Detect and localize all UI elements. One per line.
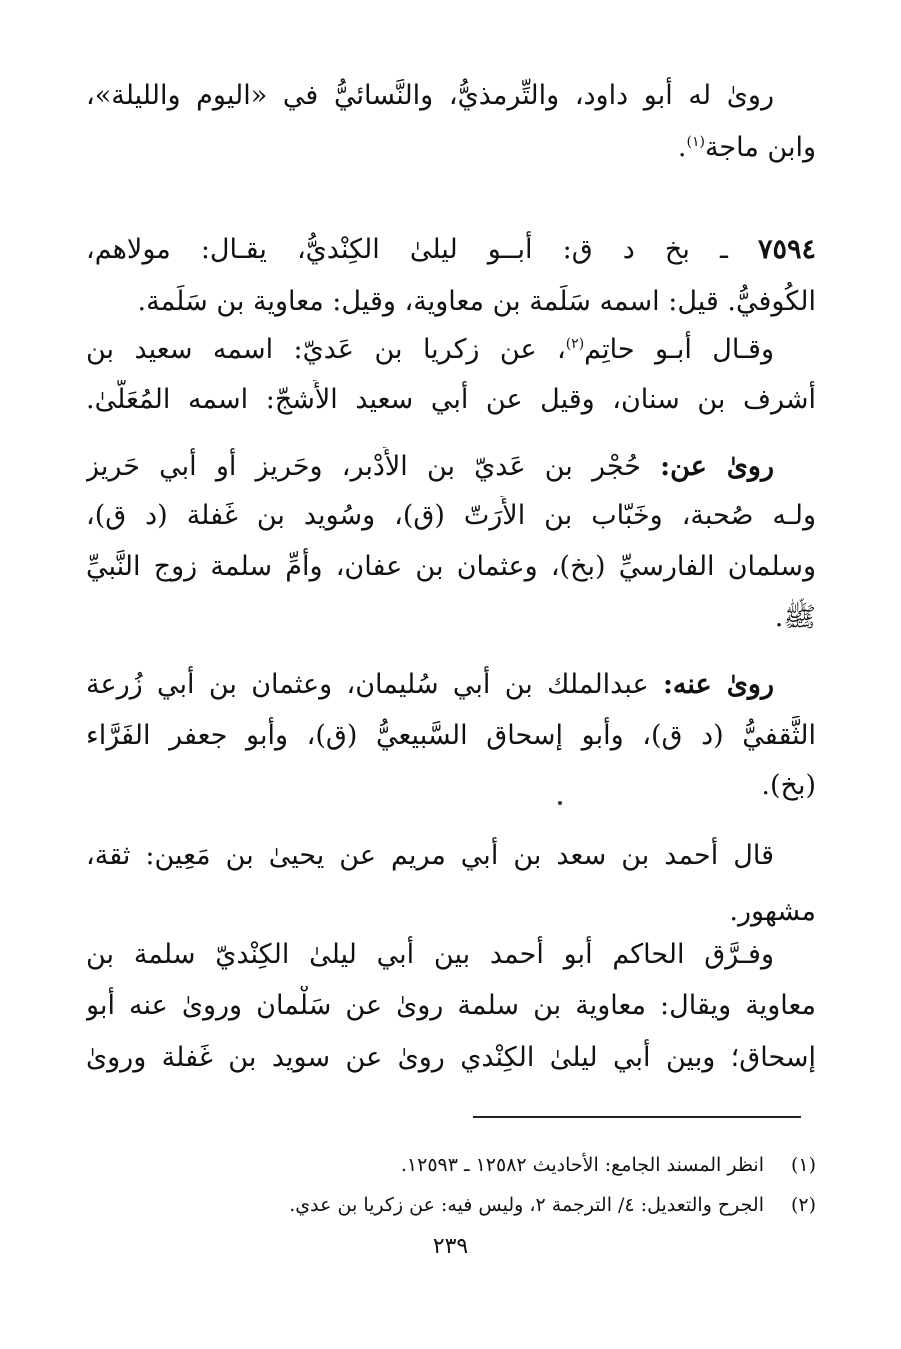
entry-number: ٧٥٩٤ [757,234,816,265]
footnote-marker: (٢) [790,1194,816,1216]
line-text: قال أحمد بن سعد بن أبي مريم عن يحيىٰ بن مَعِين: ثقة، [86,840,774,871]
line-text: وابن ماجة [704,132,816,163]
line-text: (بخ). [761,770,816,801]
ink-dot [558,801,562,805]
line-text: وفـرَّق الحاكم أبو أحمد بين أبي ليلىٰ الكِنْديّ سلمة بن [86,939,774,970]
line-text: مشهور. [729,896,816,927]
line-text: إسحاق؛ وبين أبي ليلىٰ الكِنْدي روىٰ عن سويد بن غَفلة وروىٰ [86,1042,816,1073]
line-text: معاوية ويقال: معاوية بن سلمة روىٰ عن سَلْمان وروىٰ عنه أبو [86,990,816,1021]
line-text: روىٰ له أبو داود، والتِّرمذيُّ، والنَّسائيُّ في «اليوم والليلة»، [86,80,774,111]
line-text-end: ، عن زكريا بن عَديّ: اسمه سعيد بن [86,334,566,365]
line-text: أشرف بن سنان، وقيل عن أبي سعيد الأَشجّ: اسمه المُعَلَّىٰ. [86,384,816,415]
text-line [86,665,816,705]
narrated-by-label: روىٰ عنه: [662,669,774,700]
text-line [86,330,816,370]
footnote-text: انظر المسند الجامع: الأحاديث ١٢٥٨٢ ـ ١٢٥٩٣. [400,1154,764,1176]
footnote-text: الجرح والتعديل: ٤/ الترجمة ٢، وليس فيه: عن زكريا بن عدي. [289,1194,764,1216]
text-line [86,1038,816,1078]
text-line [86,447,816,487]
text-line [86,76,816,116]
text-line [86,766,816,806]
text-line [86,496,816,536]
footnote-marker: (١) [790,1154,816,1176]
line-text-end: . [677,132,687,163]
line-text: وقـال أبـو حاتِم [584,334,774,365]
line-text: ﷺ. [774,602,816,633]
line-text: حُجْر بن عَديّ بن الأَدْبر، وحَريز أو أبي حَريز [86,451,641,482]
text-line [86,716,816,756]
line-text: عبدالملك بن أبي سُليمان، وعثمان بن أبي زُرعة [86,669,649,700]
text-line [86,128,816,168]
text-line [86,547,816,587]
text-line [86,598,816,638]
page-number: ٢٣٩ [432,1234,469,1259]
footnote-ref[interactable]: (١) [686,134,705,150]
footnote [86,1150,816,1180]
text-line [86,935,816,975]
footnote [86,1190,816,1220]
line-text: ولـه صُحبة، وخَبّاب بن الأَرَتّ (ق)، وسُويد بن غَفلة (د ق)، [86,500,816,531]
text-line [86,892,816,932]
entry-heading-line [86,230,816,270]
footnote-ref[interactable]: (٢) [565,336,585,352]
line-text: ـ بخ د ق: أبــو ليلىٰ الكِنْديُّ، يقـال: مولاهم، [86,234,728,265]
line-text: الكُوفيُّ. قيل: اسمه سَلَمة بن معاوية، وقيل: معاوية بن سَلَمة. [137,286,816,317]
footnote-separator [473,1116,801,1118]
text-line [86,282,816,322]
line-text: وسلمان الفارسيِّ (بخ)، وعثمان بن عفان، وأُمِّ سلمة زوج النَّبيِّ [86,551,816,582]
line-text: الثَّقفيُّ (د ق)، وأبو إسحاق السَّبيعيُّ (ق)، وأبو جعفر الفَرَّاء [86,720,816,751]
text-line [86,836,816,876]
text-line [86,986,816,1026]
text-line [86,380,816,420]
narrated-from-label: روىٰ عن: [660,451,774,482]
